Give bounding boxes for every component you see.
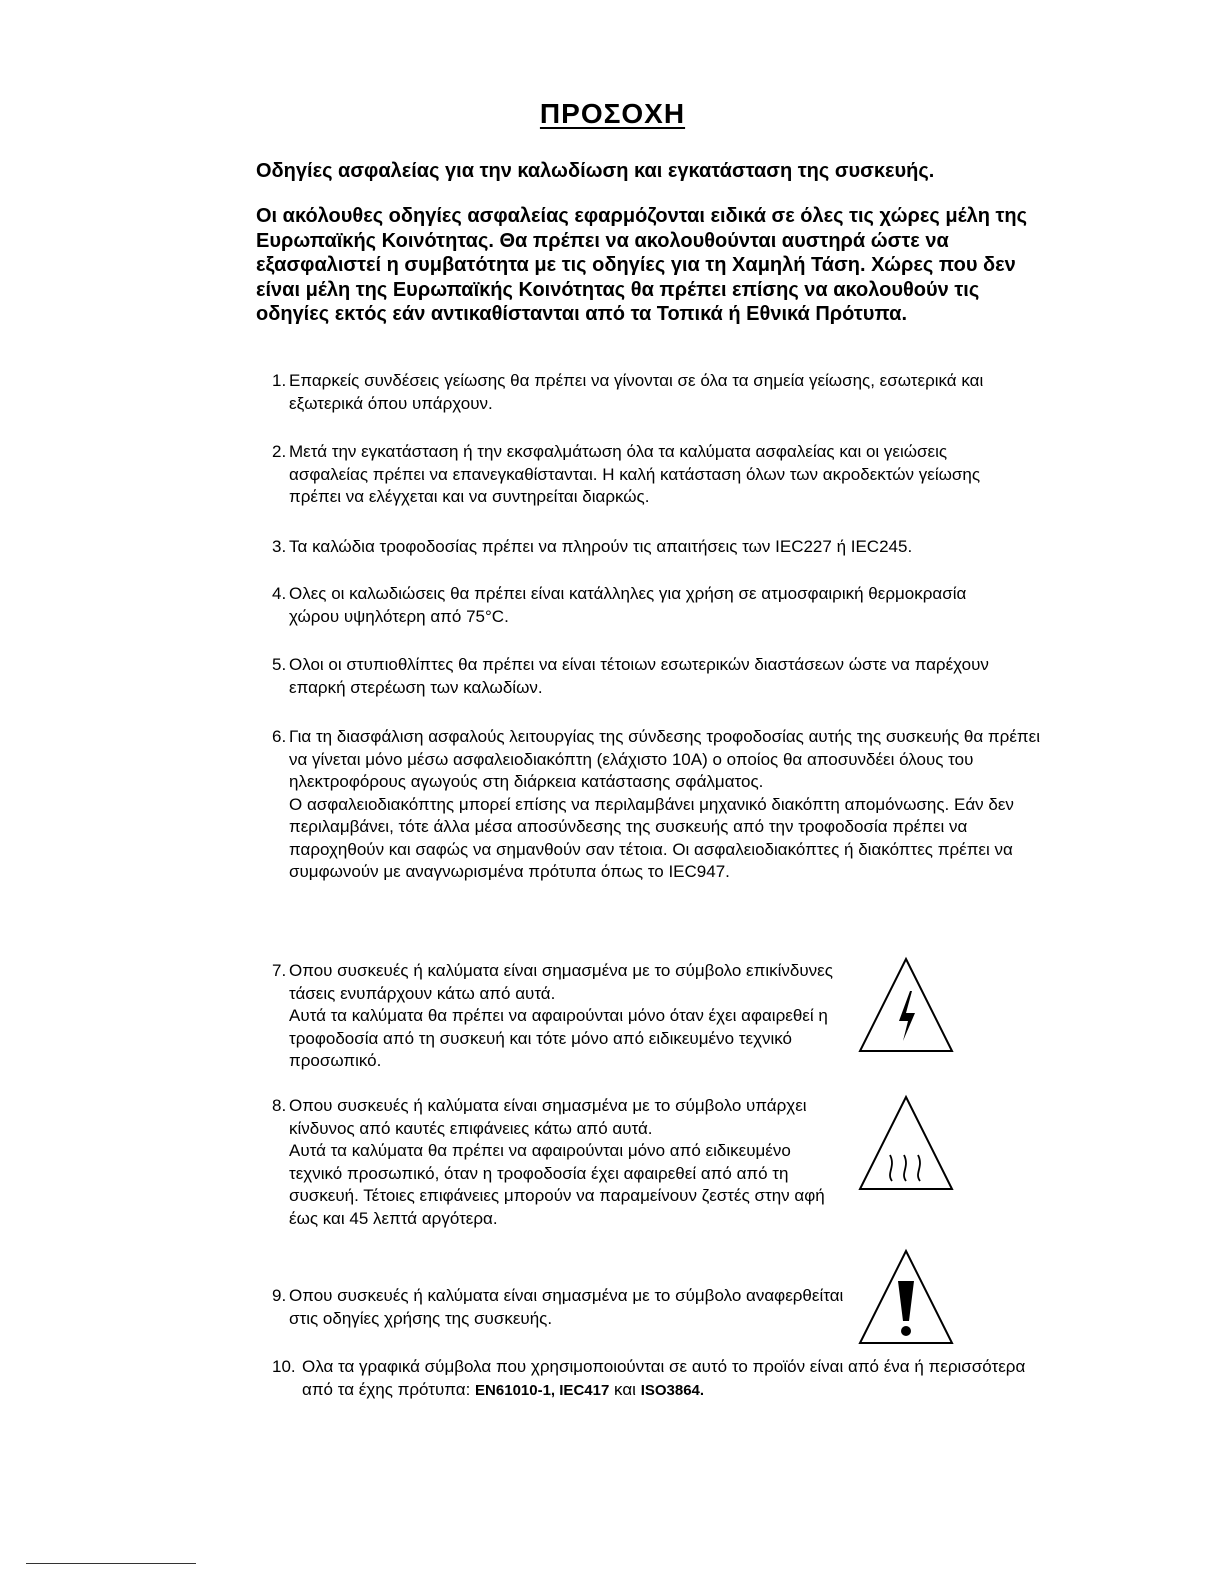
item-text: Μετά την εγκατάσταση ή την εκσφαλμάτωση όλα τα καλύματα ασφαλείας και οι γειώσεις ασφαλείας πρέπει να επανεγκαθίστανται. Η καλή κατάσταση όλων των ακροδεκτών γείωσης πρέπει να ελέγχεται και να συντηρείται διαρκώς. [289,442,981,506]
subtitle: Οδηγίες ασφαλείας για την καλωδίωση και εγκατάσταση της συσκευής. [256,160,935,182]
exclamation-warning-icon [856,1247,956,1347]
item-number: 4. [272,584,287,603]
item-number: 9. [272,1286,287,1305]
hot-surface-warning-icon [856,1093,956,1193]
item-text: Οπου συσκευές ή καλύματα είναι σημασμένα με το σύμβολο επικίνδυνες τάσεις ενυπάρχουν κάτω από αυτά. [289,961,833,1003]
item-text: Επαρκείς συνδέσεις γείωσης θα πρέπει να γίνονται σε όλα τα σημεία γείωσης, εσωτερικά και εξωτερικά όπου υπάρχουν. [289,371,984,413]
list-item [272,1285,847,1330]
list-item [272,370,1012,415]
item-number: 2. [272,442,287,461]
list-item [272,441,992,509]
item-number: 7. [272,961,287,980]
item-text-continued: Ο ασφαλειοδιακόπτης μπορεί επίσης να περιλαμβάνει μηχανικό διακόπτη απομόνωσης. Εάν δεν περιλαμβάνει, τότε άλλα μέσα αποσύνδεσης της συσκευής από την τροφοδοσία πρέπει να παροχηθούν και σαφώς να σημανθούν σαν τέτοια. Οι ασφαλειοδιακόπτες ή διακόπτες πρέπει να συμφωνούν με αναγνωρισμένα πρότυπα όπως το IEC947. [289,794,1014,881]
standards-refs: EN61010-1, IEC417 [475,1381,610,1399]
item-text: Τα καλώδια τροφοδοσίας πρέπει να πληρούν τις απαιτήσεις των IEC227 ή IEC245. [289,537,913,556]
list-item [272,583,972,628]
lightning-warning-icon [856,955,956,1055]
footer-rule [26,1563,196,1564]
list-item [272,960,842,1073]
page-title: ΠΡΟΣΟΧΗ [539,98,686,129]
item-text: Οπου συσκευές ή καλύματα είναι σημασμένα με το σύμβολο υπάρχει κίνδυνος από καυτές επιφάνειες κάτω από αυτά. [289,1096,807,1138]
item-text: Για τη διασφάλιση ασφαλούς λειτουργίας της σύνδεσης τροφοδοσίας αυτής της συσκευής θα πρέπει να γίνεται μόνο μέσω ασφαλειοδιακόπτη (ελάχιστο 10A) ο οποίος θα αποσυνδέει όλους του ηλεκτροφόρους αγωγούς στη διάρκεια κατάστασης σφάλματος. [289,727,1040,791]
item-text: Ολοι οι στυπιοθλίπτες θα πρέπει να είναι τέτοιων εσωτερικών διαστάσεων ώστε να παρέχουν επαρκή στερέωση των καλωδίων. [289,655,989,697]
item-text: Οπου συσκευές ή καλύματα είναι σημασμένα με το σύμβολο αναφερθείται στις οδηγίες χρήσης της συσκευής. [289,1286,844,1328]
list-item [272,1356,1032,1402]
list-item [272,726,1057,884]
item-text: Ολες οι καλωδιώσεις θα πρέπει είναι κατάλληλες για χρήση σε ατμοσφαιρική θερμοκρασία χώρου υψηλότερη από 75°C. [289,584,967,626]
standards-refs-last: ISO3864. [640,1381,705,1399]
list-item [272,1095,832,1230]
item-number: 6. [272,727,287,746]
list-item [272,536,1032,559]
item-number: 10. [272,1357,296,1376]
item-number: 5. [272,655,287,674]
item-number: 8. [272,1096,287,1115]
item-number: 1. [272,371,287,390]
item-text-continued: Αυτά τα καλύματα θα πρέπει να αφαιρούνται μόνο όταν έχει αφαιρεθεί η τροφοδοσία από τη συσκευή και τότε μόνο από ειδικευμένο τεχνικό προσωπικό. [289,1006,828,1070]
item-number: 3. [272,537,287,556]
standards-joiner: και [614,1379,636,1399]
intro-paragraph: Οι ακόλουθες οδηγίες ασφαλείας εφαρμόζονται ειδικά σε όλες τις χώρες μέλη της Ευρωπαϊκής Κοινότητας. Θα πρέπει να ακολουθούνται αυστηρά ώστε να εξασφαλιστεί η συμβατότητα με τις οδηγίες για τη Χαμηλή Τάση. Χώρες που δεν είναι μέλη της Ευρωπαϊκής Κοινότητας θα πρέπει επίσης να ακολουθούν τις οδηγίες εκτός εάν αντικαθίστανται από τα Τοπικά ή Εθνικά Πρότυπα. [256,205,1028,325]
list-item [272,654,1012,699]
item-text: Ολα τα γραφικά σύμβολα που χρησιμοποιούνται σε αυτό το προϊόν είναι από ένα ή περισσότερα από τα έχης πρότυπα: [302,1357,1026,1399]
item-text-continued: Αυτά τα καλύματα θα πρέπει να αφαιρούνται μόνο από ειδικευμένο τεχνικό προσωπικό, όταν η τροφοδοσία έχει αφαιρεθεί από από τη συσκευή. Τέτοιες επιφάνειες μπορούν να παραμείνουν ζεστές στην αφή έως και 45 λεπτά αργότερα. [289,1141,825,1228]
